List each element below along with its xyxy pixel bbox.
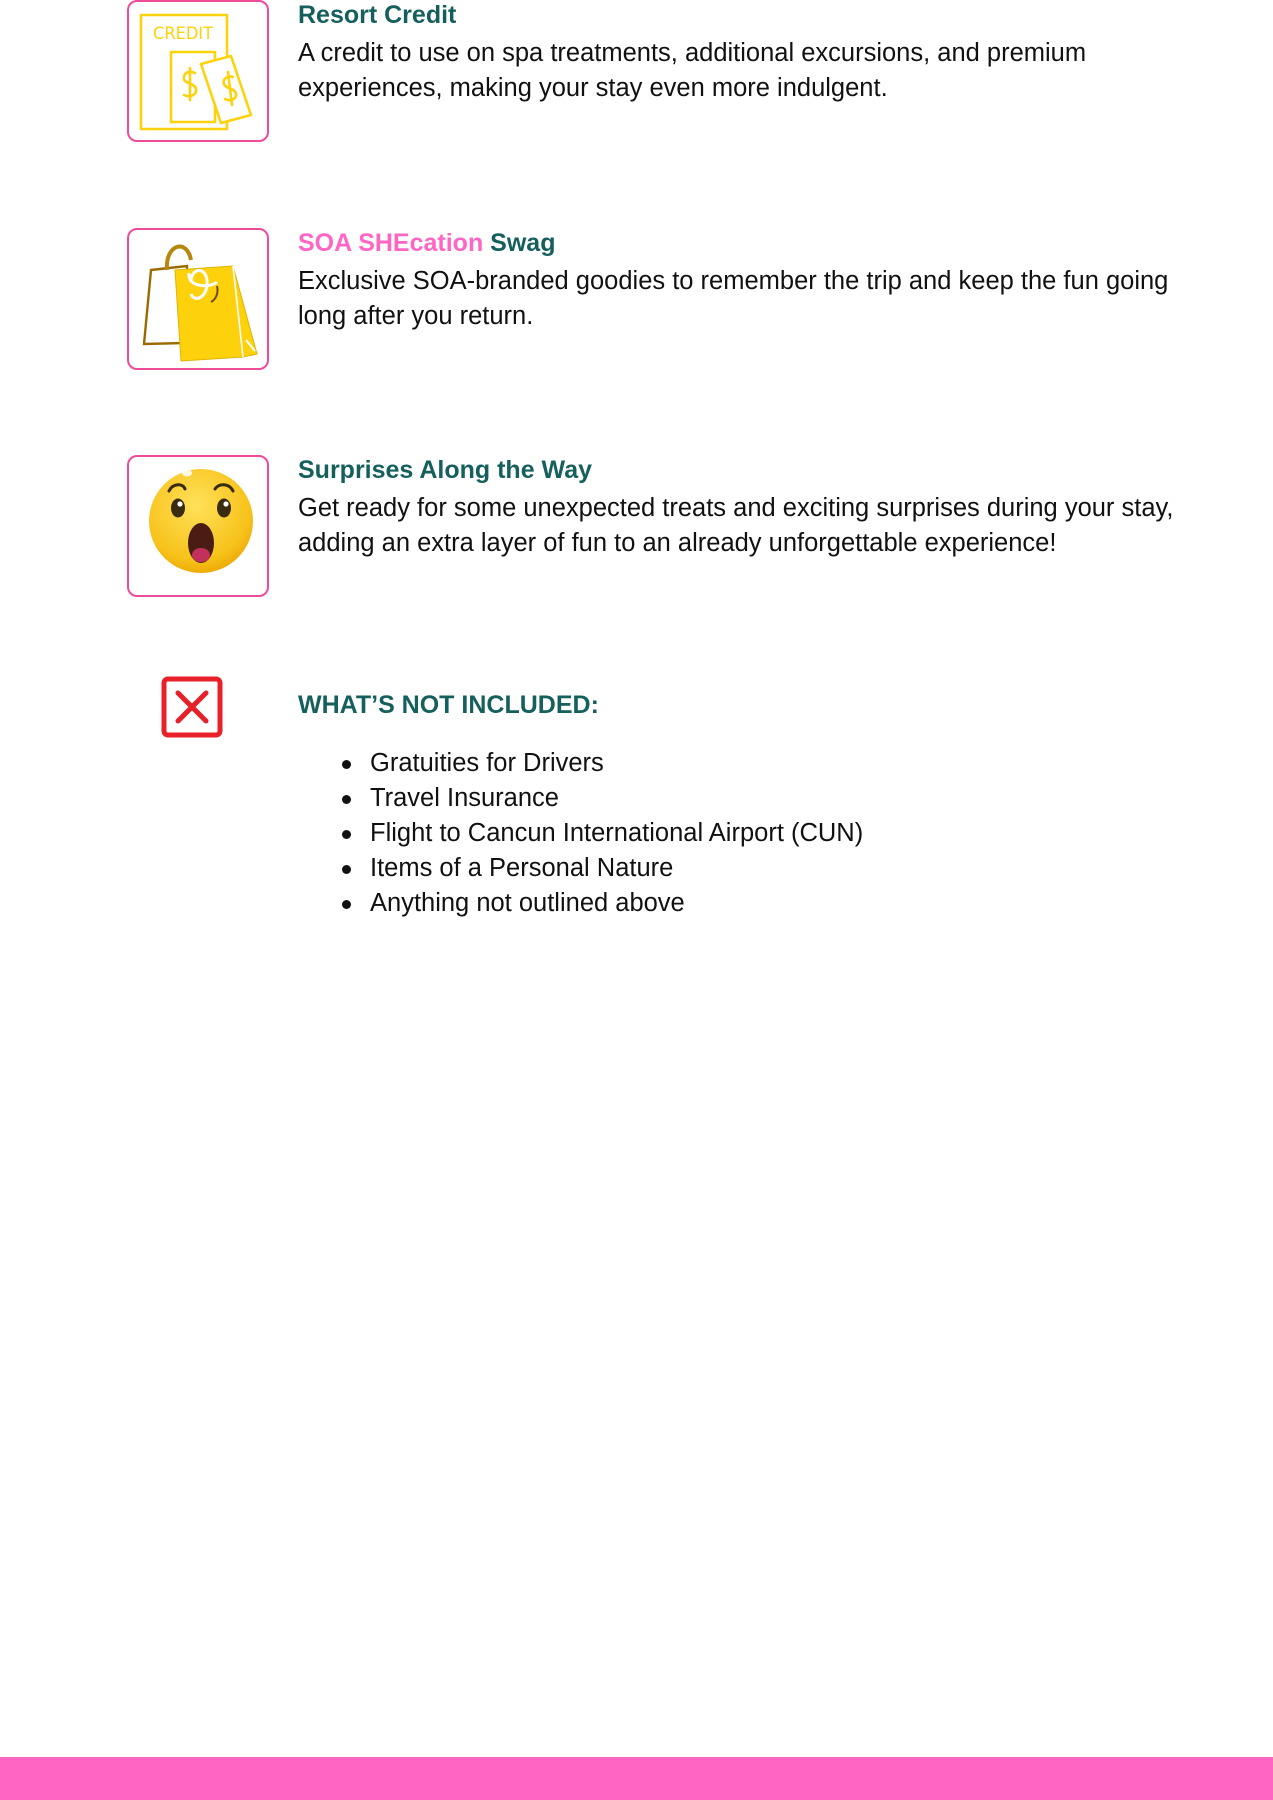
title-part-highlight: SOA SHEcation	[298, 229, 484, 257]
list-item: Items of a Personal Nature	[370, 851, 863, 886]
surprise-icon-box	[127, 455, 269, 597]
feature-text	[298, 455, 1213, 561]
feature-text	[298, 228, 1213, 334]
not-included-list	[298, 746, 863, 921]
title-part: Resort Credit	[298, 1, 457, 29]
close-box-icon	[161, 676, 223, 738]
feature-description: A credit to use on spa treatments, additional excursions, and premium experiences, making your stay even more indulgent.	[298, 39, 1087, 102]
list-item: Flight to Cancun International Airport (CUN)	[370, 816, 863, 851]
list-item: Anything not outlined above	[370, 886, 863, 921]
surprised-face-icon	[129, 457, 267, 595]
title-part: Surprises Along the Way	[298, 456, 593, 484]
feature-title	[298, 228, 1213, 258]
list-item: Travel Insurance	[370, 781, 863, 816]
feature-description: Exclusive SOA-branded goodies to remember the trip and keep the fun going long after you return.	[298, 267, 1169, 330]
feature-description: Get ready for some unexpected treats and exciting surprises during your stay, adding an extra layer of fun to an already unforgettable experience!	[298, 494, 1174, 557]
feature-title	[298, 455, 1213, 485]
swag-icon-box	[127, 228, 269, 370]
title-part: Swag	[490, 229, 556, 257]
shopping-bag-icon	[129, 230, 267, 368]
feature-title	[298, 0, 1213, 30]
credit-icon-box	[127, 0, 269, 142]
not-included-title: WHAT’S NOT INCLUDED:	[298, 691, 599, 719]
footer-bar	[0, 1757, 1273, 1800]
list-item: Gratuities for Drivers	[370, 746, 863, 781]
credit-icon	[129, 2, 267, 140]
feature-text	[298, 0, 1213, 106]
credit-icon-label: CREDIT	[153, 24, 214, 44]
